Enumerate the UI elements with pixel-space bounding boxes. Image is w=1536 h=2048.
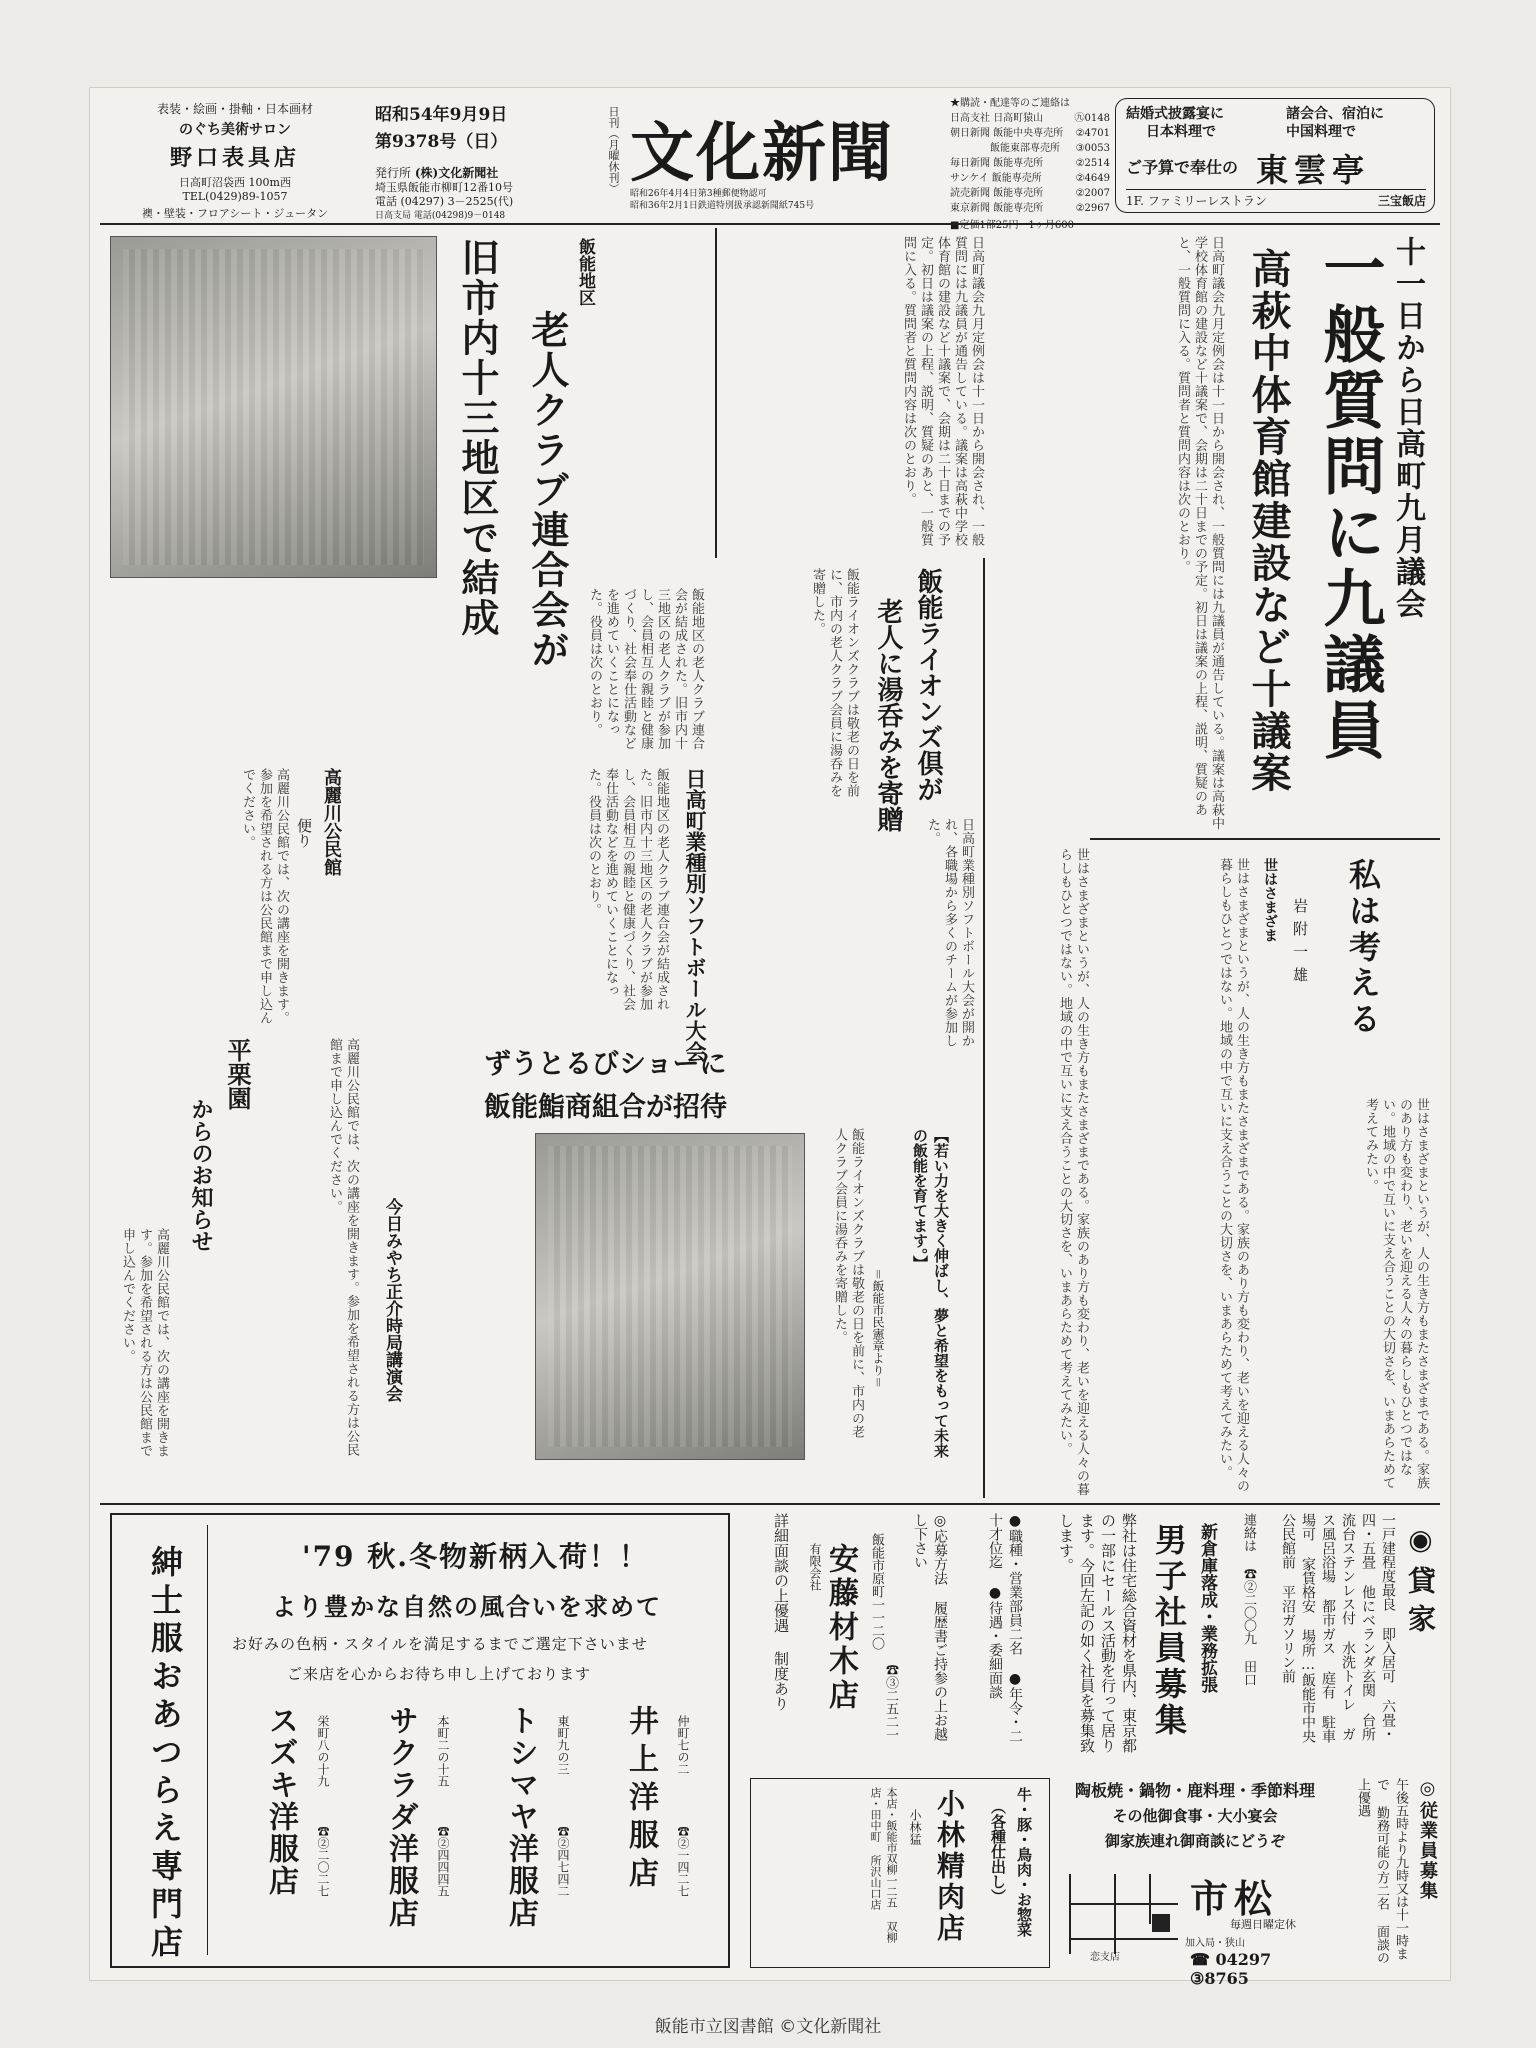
registration-line-2: 昭和36年2月1日鉄道特別扱承認新聞紙745号 (630, 201, 815, 211)
kominkan-sub: 便り (295, 818, 313, 848)
art-supply-ad (110, 98, 360, 220)
column-section: 世はさまざま (1262, 858, 1278, 942)
ichimatsu-holiday: 毎週日曜定休 (1230, 1918, 1296, 1931)
column-body: 世はさまざまというが、人の生き方もまたさまざまである。家族のあり方も変わり、老いを迎える人々の暮らしもひとつではない。地域の中で互いに支え合うことの大切さを、いまあらためて考えてみたい。 (1217, 858, 1249, 1493)
club-body: 飯能地区の老人クラブ連合会が結成された。旧市内十三地区の老人クラブが参加し、会員相互の親睦と健康づくり、社会奉仕活動などを進めていくことになった。役員は次のとおり。 (587, 588, 704, 750)
recruit-ad (910, 1513, 1220, 1763)
kobayashi-line-1: 牛・豚・鳥肉・お惣菜 (1015, 1787, 1033, 1937)
ad-phone: TEL(0429)89-1057 (182, 190, 288, 203)
shop-toshimaya (462, 1705, 582, 1955)
shop-name: トシマヤ洋服店 (503, 1705, 538, 1929)
agent-row: 毎日新聞 飯能専売所 ②2514 (950, 158, 1110, 169)
ad-restaurant: 三宝飯店 (1377, 194, 1426, 208)
ad-services: 襖・壁装・フロアシート・ジュータン (141, 207, 329, 220)
agent-row: 朝日新聞 飯能中央専売所 ②4701 (950, 128, 1110, 139)
ad-service: ご予算で奉仕の (1126, 158, 1239, 177)
hirakuri-title: 平栗園 (223, 1038, 252, 1110)
column-body-left: 世はさまざまというが、人の生き方もまたさまざまである。家族のあり方も変わり、老いを迎える人々の暮らしもひとつではない。地域の中で互いに支え合うことの大切さを、いまあらためて考えてみたい。 (1057, 848, 1089, 1496)
civic-charter: 【若い力を大きく伸ばし、夢と希望をもって未来の飯能を育てます。】 (911, 1128, 950, 1458)
publisher-address: 埼玉県飯能市柳町12番10号 (375, 181, 513, 194)
recruit-body: 弊社は住宅総合資材を県内、東京都の一部にセールス活動を行って居ります。今回左記の如く社員を募集致します。 (1057, 1513, 1138, 1753)
newspaper-page (90, 88, 1450, 1988)
ando-name: 安藤材木店 (823, 1543, 858, 1713)
ando-benefits: 詳細面談の上優遇 制度あり (772, 1513, 790, 1711)
kominkan-title: 高麗川公民館 (321, 768, 342, 876)
lecture-body: 高麗川公民館では、次の講座を開きます。参加を希望される方は公民館まで申し込んでください。 (120, 1228, 169, 1458)
subscription-header: ★購読・配達等のご連絡は (950, 98, 1070, 109)
shop-suzuki (222, 1705, 342, 1955)
lions-body: 飯能ライオンズクラブは敬老の日を前に、市内の老人クラブ会員に湯呑みを寄贈した。 (810, 568, 859, 798)
headline-body: 日高町議会九月定例会は十一日から開会され、一般質問には九議員が通告している。議案は高萩中学校体育館の建設など十議案で、会期は二十日までの予定。初日は議案の上程、説明、質疑のあと、一般質問に入る。質問者と質問内容は次のとおり。 (1175, 236, 1224, 830)
ichimatsu-ad (1060, 1778, 1330, 1988)
clothing-line-1: お好みの色柄・スタイルを満足するまでご選定下さいませ (232, 1635, 648, 1653)
sushi-banner (470, 1038, 840, 1128)
lower-left-body: 高麗川公民館では、次の講座を開きます。参加を希望される方は公民館まで申し込んでください。 (327, 1038, 359, 1457)
sushi-title-2: 飯能鮨商組合が招待 (484, 1092, 727, 1123)
ando-ad (750, 1513, 900, 1763)
shop-address: 仲町七の二 (676, 1715, 690, 1775)
ando-company-type: 有限会社 (808, 1543, 822, 1591)
hirakuri-sub: からのお知らせ (188, 1098, 214, 1252)
column-body-continued: 世はさまざまというが、人の生き方もまたさまざまである。家族のあり方も変わり、老いを迎える人々の暮らしもひとつではない。地域の中で互いに支え合うことの大切さを、いまあらためて考えてみたい。 (1363, 1098, 1429, 1490)
clothing-vertical-title: 紳士服おあつらえ専門店 (146, 1545, 184, 1963)
recruit-items: ●職種・営業部員二名 ●年令・二十才位迄 ●待遇・委細面談 (987, 1513, 1023, 1743)
club-divider (715, 228, 717, 558)
ichimatsu-phone: ☎ 04297 ③8765 (1190, 1950, 1272, 1988)
ad-line-japanese: 日本料理で (1146, 124, 1216, 140)
headline-main: 一般質問に九議員 (1313, 236, 1386, 764)
clothing-divider (207, 1525, 208, 1955)
staff-body: 午後五時より九時又は十一時まで 勤務可能の方二名 面談の上優遇 (1355, 1778, 1408, 1964)
ad-shop-name: 野口表具店 (169, 145, 300, 171)
charter-side-body: 飯能ライオンズクラブは敬老の日を前に、市内の老人クラブ会員に湯呑みを寄贈した。 (832, 1128, 864, 1439)
recruit-title: 男子社員募集 (1150, 1523, 1188, 1739)
staff-ad (1340, 1778, 1440, 1968)
ichimatsu-line-1: 陶板焼・鍋物・鹿料理・季節料理 (1074, 1781, 1315, 1800)
ichimatsu-line-2: その他御食事・大小宴会 (1112, 1807, 1278, 1825)
shop-address: 栄町八の十九 (316, 1715, 330, 1787)
softball-body: 日高町業種別ソフトボール大会が開かれ、各職場から多くのチームが参加した。 (925, 818, 974, 1048)
shop-phone: ☎②四四四五 (436, 1825, 450, 1897)
clothing-subhead: より豊かな自然の風合いを求めて (272, 1592, 662, 1621)
map-label-line: 加入局・狭山 (1185, 1938, 1245, 1949)
column-author: 岩附一雄 (1291, 898, 1309, 990)
kobayashi-name: 小林精肉店 (933, 1789, 966, 1944)
agent-row: 東京新聞 飯能専売所 ②2967 (950, 203, 1110, 214)
agent-row: 読売新聞 飯能専売所 ②2007 (950, 188, 1110, 199)
house-body: 一戸建程度最良 即入居可 六畳・四・五畳 他にベランダ玄関 台所流台ステンレス付 水洗トイレ ガス風呂浴場 都市ガス 庭有 駐車場可 家賃格安 場所…飯能市中央公民館前 平沼ガソリン前 (1280, 1513, 1396, 1743)
agent-row: 日高支社 日高町猿山 ㊈0148 (950, 113, 1110, 124)
civic-charter-source: ＝飯能市民憲章より＝ (871, 1268, 885, 1388)
shop-phone: ☎②二〇二七 (316, 1825, 330, 1897)
ichimatsu-map (1060, 1864, 1180, 1959)
clothing-line-2: ご来店を心からお待ち申し上げております (287, 1665, 592, 1683)
shop-phone: ☎②一四二七 (676, 1825, 690, 1897)
ad-salon-name: のぐち美術サロン (179, 122, 291, 138)
recruit-apply: ◎応募方法 履歴書ご持参の上お越し下さい (912, 1513, 948, 1741)
issue-info (375, 100, 595, 224)
lions-title-2: 老人に湯呑みを寄贈 (873, 598, 903, 832)
archive-footer: 飯能市立図書館 ©文化新聞社 (654, 2017, 882, 2037)
house-ad (1225, 1513, 1440, 1763)
column-divider (983, 558, 985, 1498)
ichimatsu-line-3: 御家族連れ御商談にどうぞ (1104, 1832, 1285, 1850)
ad-line-chinese: 中国料理で (1286, 124, 1356, 140)
issue-date: 昭和54年9月9日 (375, 105, 508, 125)
column-title: 私は考える (1344, 858, 1382, 1038)
agent-row: 飯能東部専売所 ③0053 (990, 143, 1110, 154)
agent-row: サンケイ 飯能専売所 ②4649 (950, 173, 1110, 184)
bottom-ad-rule (100, 1503, 1440, 1505)
sushi-title-1: ずうとるびショーに (484, 1049, 727, 1080)
kobayashi-owner: 小林猛 (908, 1809, 922, 1845)
issue-number: 第9378号（日） (375, 132, 508, 152)
shop-name: サクラダ洋服店 (383, 1705, 418, 1929)
ad-address: 日高町沼袋西 100m西 (179, 176, 291, 189)
house-contact: 連絡は ☎②二〇〇九 田口 (1241, 1513, 1256, 1686)
toun-tei-ad (1115, 98, 1435, 213)
kobayashi-line-2: （各種仕出し） (989, 1799, 1007, 1904)
newspaper-title: 文化新聞 (630, 117, 894, 191)
club-title-2: 旧市内十三地区で結成 (455, 238, 499, 638)
softball-photo (535, 1133, 805, 1460)
ichimatsu-name: 市松 (1190, 1876, 1279, 1921)
registration-line-1: 昭和26年4月4日第3種郵便物認可 (630, 189, 767, 199)
headline-kicker: 十一日から日高町九月議会 (1390, 236, 1425, 620)
ad-line-meeting: 諸会合、宿泊に (1286, 106, 1384, 122)
softball-title: 日高町業種別ソフトボール大会 (683, 768, 708, 1062)
shop-address: 本町二の十五 (436, 1715, 450, 1787)
club-region: 飯能地区 (575, 238, 595, 306)
ad-line-wedding: 結婚式披露宴に (1126, 106, 1224, 122)
lecture-title: 今日みやち正介時局講演会 (382, 1198, 402, 1402)
staff-title: ◎従業員募集 (1417, 1778, 1438, 1901)
ando-address: 飯能市原町一一二〇 (869, 1533, 884, 1650)
map-label-branch: 恋支店 (1090, 1952, 1120, 1963)
subscription-box (950, 96, 1110, 233)
publisher-label: 発行所 (375, 166, 412, 180)
registration-info (630, 188, 814, 212)
masthead-rule (100, 223, 1440, 225)
shop-sakurada (342, 1705, 462, 1955)
shop-name: スズキ洋服店 (263, 1705, 298, 1897)
shop-name: 井上洋服店 (623, 1705, 658, 1895)
headline-body-lower: 日高町議会九月定例会は十一日から開会され、一般質問には九議員が通告している。議案は高萩中学校体育館の建設など十議案で、会期は二十日までの予定。初日は議案の上程、説明、質疑のあと、一般質問に入る。質問者と質問内容は次のとおり。 (901, 236, 984, 547)
clothing-ad (110, 1513, 730, 1968)
ad-floor: 1F. ファミリーレストラン (1126, 194, 1267, 208)
club-members-body: 飯能地区の老人クラブ連合会が結成された。旧市内十三地区の老人クラブが参加し、会員相互の親睦と健康づくり、社会奉仕活動などを進めていくことになった。役員は次のとおり。 (586, 768, 669, 1011)
clothing-headline: '79 秋.冬物新柄入荷！！ (302, 1540, 650, 1573)
recruit-kicker: 新倉庫落成・業務拡張 (1197, 1523, 1217, 1693)
club-title-1: 老人クラブ連合会が (525, 310, 569, 670)
shop-inoue (582, 1705, 702, 1955)
headline-sub: 高萩中体育館建設など十議案 (1245, 248, 1292, 794)
kobayashi-ad (750, 1778, 1050, 1968)
shop-address: 東町九の三 (556, 1715, 570, 1775)
section-rule (1090, 838, 1440, 840)
lions-title-1: 飯能ライオンズ倶が (913, 568, 943, 802)
publisher-name: (株)文化新聞社 (414, 166, 499, 180)
shop-phone: ☎②四七四二 (556, 1825, 570, 1897)
club-photo (110, 236, 437, 578)
kobayashi-branches: 本店・飯能市双柳一二五 双柳店・田中町 所沢山口店 (869, 1787, 898, 1943)
publisher-phone: 電話 (04297) 3－2525(代) (375, 195, 514, 208)
price: ■定価1部25円・1ヶ月600 (950, 220, 1074, 231)
house-title: ◉貸家 (1404, 1523, 1437, 1642)
kominkan-body: 高麗川公民館では、次の講座を開きます。参加を希望される方は公民館まで申し込んでください。 (240, 768, 289, 1025)
publisher-branch: 日高支局 電話(04298)9－0148 (375, 211, 506, 221)
ando-phone: ☎③二五二一 (883, 1663, 898, 1741)
daily-label: 日刊（月曜休刊） (607, 106, 620, 194)
ad-brand-logo: 東雲亭 (1256, 151, 1371, 189)
ad-tagline: 表装・絵画・掛軸・日本画材 (156, 102, 313, 116)
